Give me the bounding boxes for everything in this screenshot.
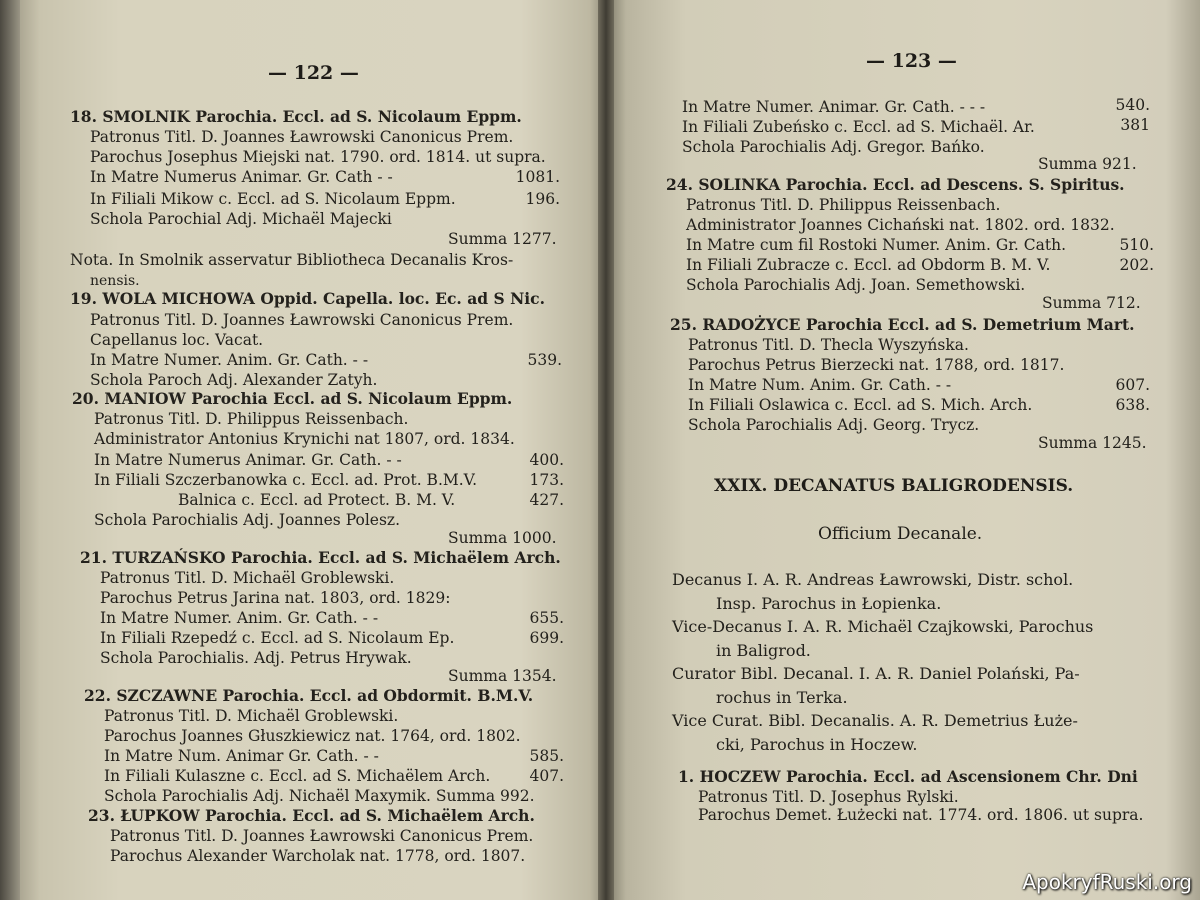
text-line: Schola Parochialis Adj. Georg. Trycz. <box>688 416 980 434</box>
summa: Summa 712. <box>1042 294 1141 312</box>
text-line: In Filiali Zubeńsko c. Eccl. ad S. Michaël. Ar. <box>682 118 1035 136</box>
text-line: Patronus Titl. D. Michaël Groblewski. <box>100 569 395 587</box>
text-line: In Matre Numer. Anim. Gr. Cath. - - <box>90 351 369 369</box>
count-value: 1081. <box>515 168 560 186</box>
text-line: In Matre Numerus Animar. Gr. Cath. - - <box>94 451 402 469</box>
text-line: Schola Parochialis Adj. Joan. Semethowski. <box>686 276 1026 294</box>
text-line: Parochus Josephus Miejski nat. 1790. ord. 1814. ut supra. <box>90 148 546 166</box>
page-number-left: — 122 — <box>268 62 359 84</box>
text-line: Patronus Titl. D. Philippus Reissenbach. <box>94 410 409 428</box>
book-edge <box>0 0 20 900</box>
text-line: In Filiali Kulaszne c. Eccl. ad S. Michaëlem Arch. <box>104 767 491 785</box>
text-line: Schola Paroch Adj. Alexander Zatyh. <box>90 371 378 389</box>
text-line: Patronus Titl. D. Joannes Ławrowski Canonicus Prem. <box>90 128 514 146</box>
text-line: Parochus Alexander Warcholak nat. 1778, ord. 1807. <box>110 847 526 865</box>
count-value: 510. <box>1119 236 1154 254</box>
entry-hoczew-title: 1. HOCZEW Parochia. Eccl. ad Ascensionem Chr. Dni <box>678 767 1138 786</box>
count-value: 585. <box>529 747 564 765</box>
text-line: Parochus Joannes Głuszkiewicz nat. 1764, ord. 1802. <box>104 727 521 745</box>
text-line: Capellanus loc. Vacat. <box>90 331 264 349</box>
text-line: Patronus Titl. D. Michaël Groblewski. <box>104 707 399 725</box>
text-line: Schola Parochialis. Adj. Petrus Hrywak. <box>100 649 412 667</box>
summa: Summa 921. <box>1038 155 1137 173</box>
count-value: 196. <box>525 190 560 208</box>
text-line: In Matre Num. Animar Gr. Cath. - - <box>104 747 379 765</box>
count-value: 381 <box>1120 116 1150 134</box>
text-line: Schola Parochialis Adj. Joannes Polesz. <box>94 511 401 529</box>
text-line: In Matre Numerus Animar. Gr. Cath - - <box>90 168 393 186</box>
text-line: Patronus Titl. D. Philippus Reissenbach. <box>686 196 1001 214</box>
count-value: 638. <box>1115 396 1150 414</box>
count-value: 540. <box>1115 96 1150 114</box>
count-value: 607. <box>1115 376 1150 394</box>
text-line: In Filiali Zubracze c. Eccl. ad Obdorm B. M. V. <box>686 256 1051 274</box>
section-title: XXIX. DECANATUS BALIGRODENSIS. <box>714 476 1074 496</box>
right-page <box>606 0 1200 900</box>
text-line: Decanus I. A. R. Andreas Ławrowski, Distr. schol. <box>672 570 1074 589</box>
page-number-right: — 123 — <box>866 50 957 72</box>
text-line: In Matre cum fil Rostoki Numer. Anim. Gr. Cath. <box>686 236 1067 254</box>
text-line: Insp. Parochus in Łopienka. <box>716 594 942 613</box>
text-line: Parochus Petrus Jarina nat. 1803, ord. 1829: <box>100 589 451 607</box>
text-line: rochus in Terka. <box>716 688 848 707</box>
summa: Summa 1354. <box>448 667 557 685</box>
text-line: In Filiali Oslawica c. Eccl. ad S. Mich. Arch. <box>688 396 1033 414</box>
text-line: Parochus Demet. Łużecki nat. 1774. ord. 1806. ut supra. <box>698 806 1144 824</box>
text-line: Vice Curat. Bibl. Decanalis. A. R. Demetrius Łuże- <box>672 711 1078 730</box>
entry-maniow-title: 20. MANIOW Parochia Eccl. ad S. Nicolaum Eppm. <box>72 389 513 408</box>
entry-szczawne-title: 22. SZCZAWNE Parochia. Eccl. ad Obdormit. B.M.V. <box>84 686 534 705</box>
text-line: In Matre Numer. Anim. Gr. Cath. - - <box>100 609 379 627</box>
text-line: Patronus Titl. D. Joannes Ławrowski Canonicus Prem. <box>90 311 514 329</box>
entry-radozyce-title: 25. RADOŻYCE Parochia Eccl. ad S. Demetrium Mart. <box>670 315 1135 334</box>
text-line: Balnica c. Eccl. ad Protect. B. M. V. <box>178 491 456 509</box>
entry-turzansko-title: 21. TURZAŃSKO Parochia. Eccl. ad S. Michaëlem Arch. <box>80 548 561 567</box>
watermark: ApokryfRuski.org <box>1022 870 1192 894</box>
section-subtitle: Officium Decanale. <box>818 524 983 544</box>
text-line: Administrator Antonius Krynichi nat 1807, ord. 1834. <box>94 430 515 448</box>
text-line: Schola Parochialis Adj. Gregor. Bańko. <box>682 138 985 156</box>
text-line: In Filiali Rzepedź c. Eccl. ad S. Nicolaum Ep. <box>100 629 455 647</box>
text-line: In Matre Num. Anim. Gr. Cath. - - <box>688 376 952 394</box>
entry-wola-michowa-title: 19. WOLA MICHOWA Oppid. Capella. loc. Ec. ad S Nic. <box>70 289 545 308</box>
count-value: 539. <box>527 351 562 369</box>
count-value: 400. <box>529 451 564 469</box>
text-line: Administrator Joannes Cichański nat. 1802. ord. 1832. <box>686 216 1115 234</box>
text-line: In Matre Numer. Animar. Gr. Cath. - - - <box>682 98 986 116</box>
text-line: Schola Parochial Adj. Michaël Majecki <box>90 210 392 228</box>
entry-lupkow-title: 23. ŁUPKOW Parochia. Eccl. ad S. Michaëlem Arch. <box>88 806 535 825</box>
text-line: cki, Parochus in Hoczew. <box>716 735 918 754</box>
text-line: Nota. In Smolnik asservatur Bibliotheca Decanalis Kros- <box>70 251 514 269</box>
text-line: Vice-Decanus I. A. R. Michaël Czajkowski, Parochus <box>672 617 1094 636</box>
text-line: Schola Parochialis Adj. Nichaël Maxymik. Summa 992. <box>104 787 535 805</box>
book-spine <box>598 0 614 900</box>
count-value: 699. <box>529 629 564 647</box>
summa: Summa 1277. <box>448 230 557 248</box>
count-value: 202. <box>1119 256 1154 274</box>
text-line: In Filiali Mikow c. Eccl. ad S. Nicolaum Eppm. <box>90 190 456 208</box>
text-line: In Filiali Szczerbanowka c. Eccl. ad. Prot. B.M.V. <box>94 471 478 489</box>
count-value: 407. <box>529 767 564 785</box>
text-line: Patronus Titl. D. Josephus Rylski. <box>698 788 959 806</box>
text-line: Curator Bibl. Decanal. I. A. R. Daniel Polański, Pa- <box>672 664 1080 683</box>
count-value: 173. <box>529 471 564 489</box>
entry-solinka-title: 24. SOLINKA Parochia. Eccl. ad Descens. S. Spiritus. <box>666 175 1125 194</box>
text-line: Parochus Petrus Bierzecki nat. 1788, ord. 1817. <box>688 356 1065 374</box>
text-line: nensis. <box>90 273 140 289</box>
count-value: 427. <box>529 491 564 509</box>
text-line: in Baligrod. <box>716 641 811 660</box>
entry-smolnik-title: 18. SMOLNIK Parochia. Eccl. ad S. Nicolaum Eppm. <box>70 107 522 126</box>
text-line: Patronus Titl. D. Joannes Ławrowski Canonicus Prem. <box>110 827 534 845</box>
count-value: 655. <box>529 609 564 627</box>
summa: Summa 1245. <box>1038 434 1147 452</box>
text-line: Patronus Titl. D. Thecla Wyszyńska. <box>688 336 969 354</box>
summa: Summa 1000. <box>448 529 557 547</box>
